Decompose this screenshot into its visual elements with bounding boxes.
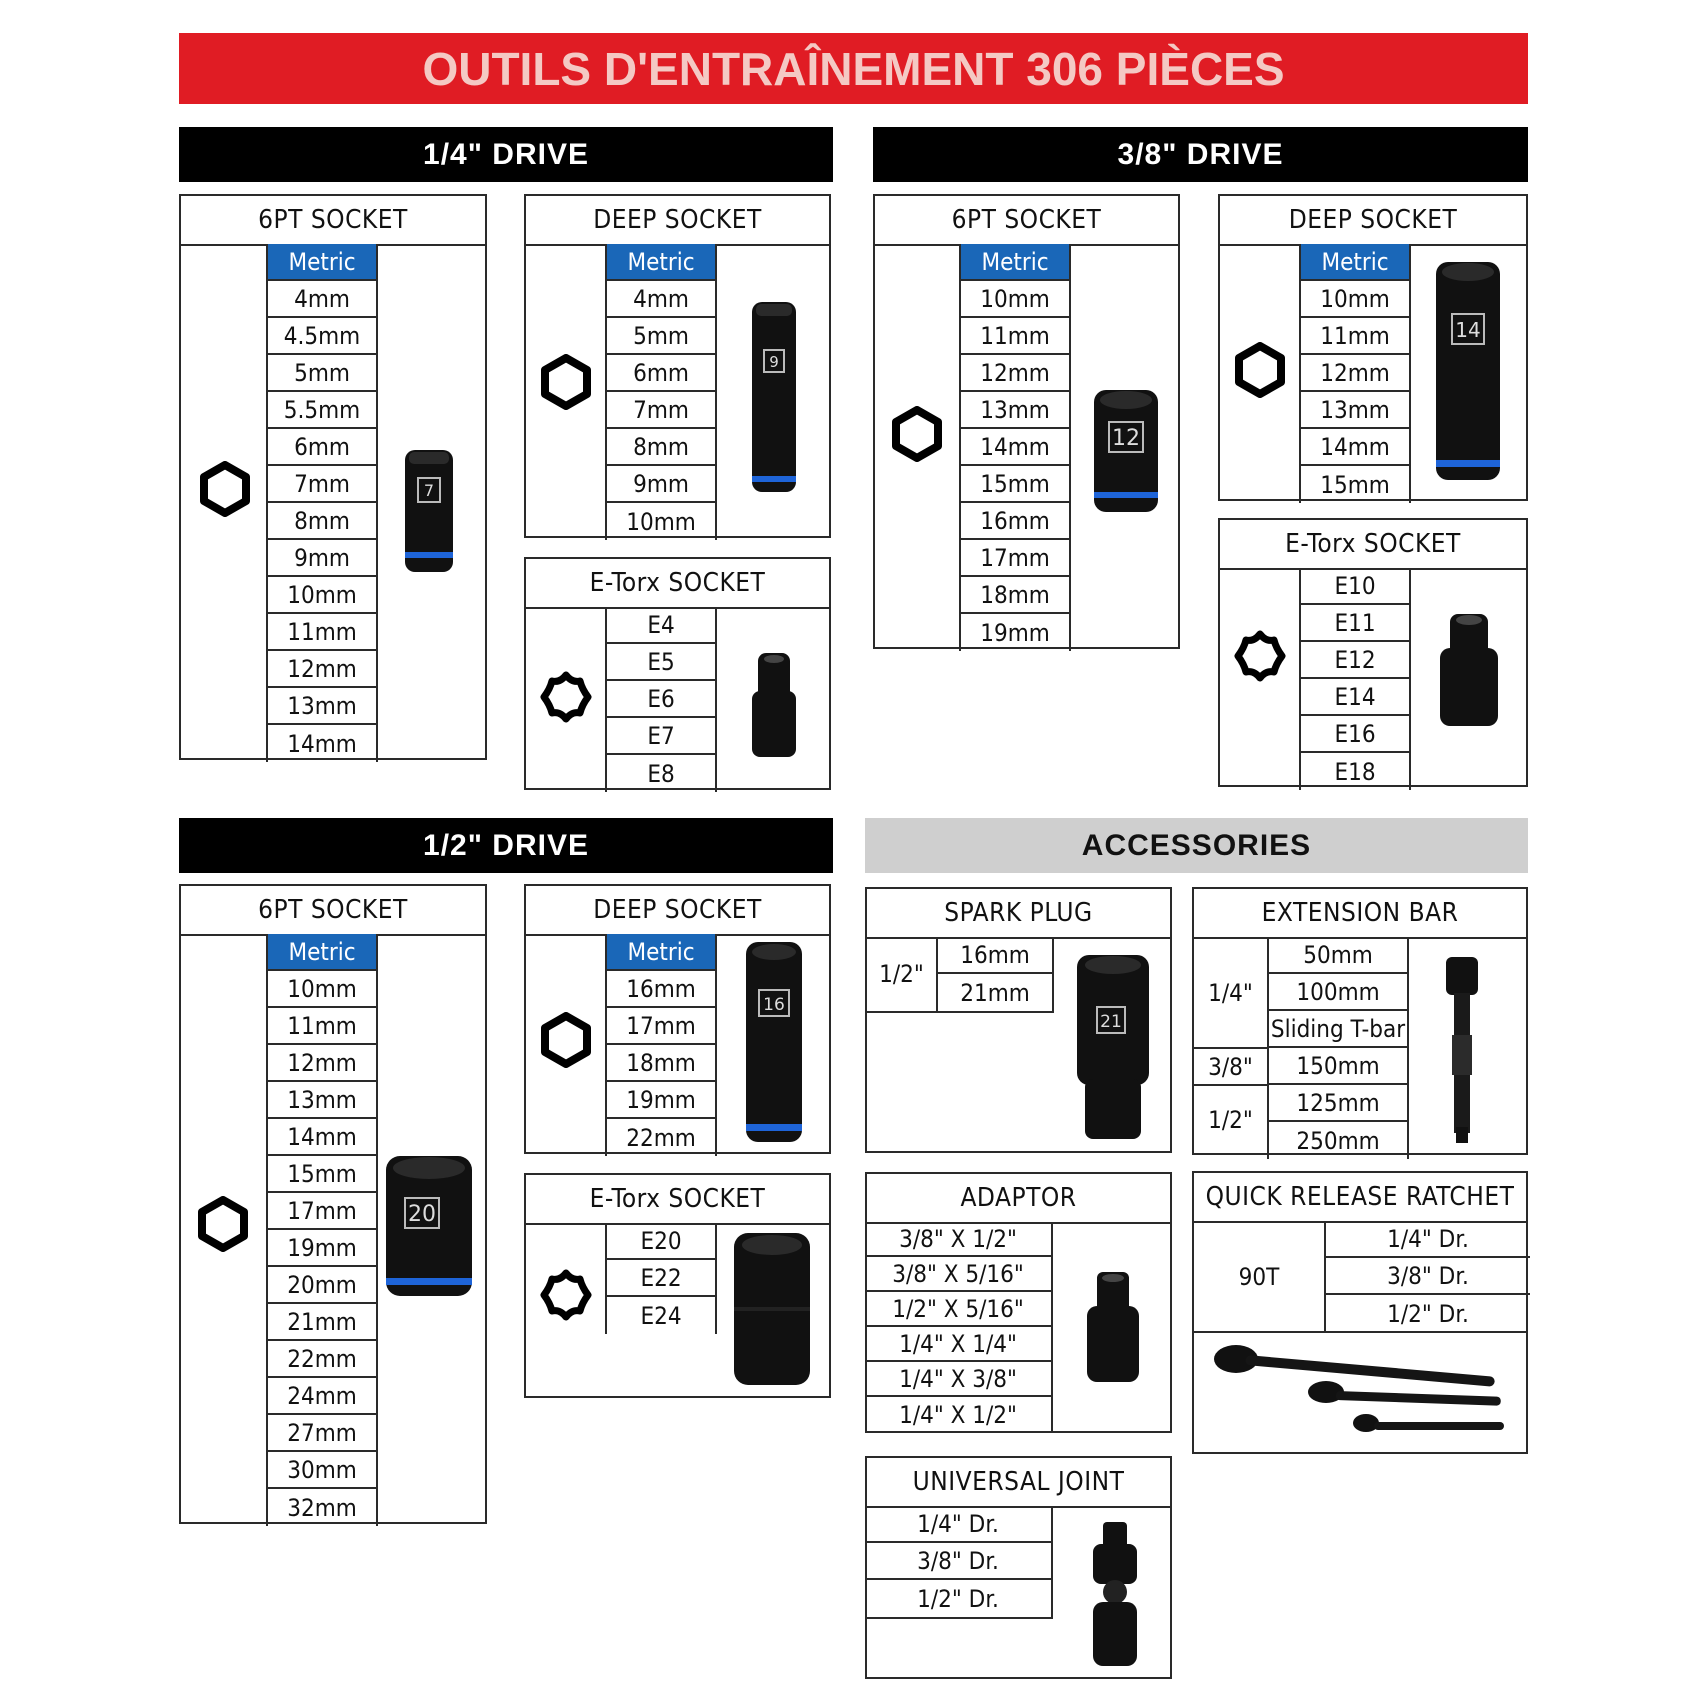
table-cell: 17mm xyxy=(961,540,1069,577)
table-cell: 10mm xyxy=(961,281,1069,318)
table-cell: 1/4" X 1/2" xyxy=(899,1400,1017,1429)
table-cell: 16mm xyxy=(938,937,1052,974)
item-table xyxy=(1324,1221,1530,1332)
table-cell: E24 xyxy=(640,1301,682,1330)
table-cell: 16mm xyxy=(607,971,715,1008)
spark-plug-panel xyxy=(865,887,1172,1153)
socket-size-label: 21 xyxy=(1100,1012,1122,1032)
table-cell: 1/4" X 1/4" xyxy=(865,1327,1051,1362)
panel-title: DEEP SOCKET xyxy=(526,196,829,246)
table-cell: 18mm xyxy=(607,1045,715,1082)
panel-title: 6PT SOCKET xyxy=(181,886,485,936)
metric-header: Metric xyxy=(1301,244,1409,281)
metric-header: Metric xyxy=(961,244,1069,281)
table-cell: 6mm xyxy=(268,429,376,466)
size-table xyxy=(959,244,1071,651)
table-cell: 100mm xyxy=(1269,974,1407,1011)
hexagon-icon xyxy=(538,354,594,410)
size-table xyxy=(266,934,378,1526)
panel-title: 6PT SOCKET xyxy=(875,196,1178,246)
deep-socket-image xyxy=(746,300,802,494)
hexagon-icon xyxy=(538,1012,594,1068)
table-cell: 14mm xyxy=(1301,429,1409,466)
panel-title: SPARK PLUG xyxy=(867,889,1170,939)
table-cell: 1/4" X 3/8" xyxy=(865,1362,1051,1397)
page-title: OUTILS D'ENTRAÎNEMENT 306 PIÈCES xyxy=(179,33,1528,104)
table-cell: 11mm xyxy=(268,614,376,651)
table-cell: 7mm xyxy=(607,392,715,429)
table-cell: 30mm xyxy=(268,1452,376,1489)
torx-star-icon xyxy=(538,1267,594,1323)
table-cell: 13mm xyxy=(961,392,1069,429)
ratchet-image xyxy=(1206,1339,1516,1447)
table-cell: 5.5mm xyxy=(268,392,376,429)
item-table xyxy=(865,1506,1053,1619)
table-cell: E12 xyxy=(1301,642,1409,679)
table-cell: 1/4" Dr. xyxy=(865,1506,1051,1543)
table-cell: 22mm xyxy=(626,1123,696,1152)
table-cell: 125mm xyxy=(1269,1085,1407,1122)
table-cell: 50mm xyxy=(1269,937,1407,974)
socket-size-label: 9 xyxy=(769,353,779,371)
half-six-pt-panel xyxy=(179,884,487,1524)
table-cell: 12mm xyxy=(961,355,1069,392)
table-cell: 1/2" Dr. xyxy=(1387,1299,1469,1328)
table-cell: 13mm xyxy=(268,688,376,725)
table-cell: 4.5mm xyxy=(268,318,376,355)
table-cell: 12mm xyxy=(1301,355,1409,392)
socket-image xyxy=(383,1154,475,1298)
socket-size-label: 20 xyxy=(408,1202,436,1227)
table-cell: 1/4" Dr. xyxy=(1326,1221,1530,1258)
table-cell: 17mm xyxy=(607,1008,715,1045)
item-table xyxy=(1267,937,1409,1159)
table-cell: 5mm xyxy=(268,355,376,392)
table-cell: 9mm xyxy=(607,466,715,503)
table-cell: 11mm xyxy=(961,318,1069,355)
quarter-etorx-panel xyxy=(524,557,831,790)
table-cell: 10mm xyxy=(268,577,376,614)
size-table xyxy=(936,937,1054,1013)
table-cell: 22mm xyxy=(268,1341,376,1378)
table-cell: 150mm xyxy=(1269,1048,1407,1085)
table-cell: E14 xyxy=(1301,679,1409,716)
torx-star-icon xyxy=(538,669,594,725)
table-cell: Sliding T-bar xyxy=(1269,1011,1407,1048)
table-cell: 20mm xyxy=(268,1267,376,1304)
table-cell: 1/2" X 5/16" xyxy=(865,1292,1051,1327)
table-cell: 21mm xyxy=(960,978,1030,1007)
hexagon-icon xyxy=(197,461,253,517)
three-eighths-deep-panel xyxy=(1218,194,1528,501)
table-cell: 15mm xyxy=(961,466,1069,503)
table-cell: 11mm xyxy=(1301,318,1409,355)
panel-title: ADAPTOR xyxy=(867,1174,1170,1224)
table-cell: 19mm xyxy=(268,1230,376,1267)
table-cell: 12mm xyxy=(268,1045,376,1082)
table-cell: 3/8" Dr. xyxy=(1326,1258,1530,1295)
size-table xyxy=(1299,244,1411,503)
panel-title: UNIVERSAL JOINT xyxy=(867,1458,1170,1508)
table-cell: E6 xyxy=(607,681,715,718)
adaptor-image xyxy=(1081,1270,1145,1386)
item-table xyxy=(865,1222,1053,1432)
table-cell: 250mm xyxy=(1296,1126,1380,1155)
panel-title: E-Torx SOCKET xyxy=(1220,520,1526,570)
table-cell: 19mm xyxy=(607,1082,715,1119)
drive-label: 1/2" xyxy=(1208,1106,1253,1134)
table-cell: 7mm xyxy=(268,466,376,503)
metric-header: Metric xyxy=(268,934,376,971)
table-cell: E8 xyxy=(647,759,675,788)
socket-image xyxy=(401,448,457,576)
panel-title: DEEP SOCKET xyxy=(1220,196,1526,246)
table-cell: 16mm xyxy=(961,503,1069,540)
metric-header: Metric xyxy=(268,244,376,281)
table-cell: 4mm xyxy=(268,281,376,318)
table-cell: 19mm xyxy=(980,618,1050,647)
hexagon-icon xyxy=(195,1196,251,1252)
table-cell: 10mm xyxy=(1301,281,1409,318)
socket-size-label: 7 xyxy=(423,481,435,500)
metric-header: Metric xyxy=(607,934,715,971)
table-cell: E20 xyxy=(607,1223,715,1260)
table-cell: 1/2" Dr. xyxy=(917,1584,999,1613)
socket-size-label: 16 xyxy=(763,995,785,1015)
table-cell: E18 xyxy=(1334,757,1376,786)
table-cell: 3/8" X 5/16" xyxy=(865,1257,1051,1292)
extension-bar-image xyxy=(1432,955,1492,1145)
table-cell: E7 xyxy=(607,718,715,755)
three-eighths-etorx-panel xyxy=(1218,518,1528,787)
three-eighths-six-pt-panel xyxy=(873,194,1180,649)
panel-title: EXTENSION BAR xyxy=(1194,889,1526,939)
section-half-drive: 1/2" DRIVE xyxy=(179,818,833,873)
teeth-label: 90T xyxy=(1238,1262,1280,1291)
panel-title: E-Torx SOCKET xyxy=(526,1175,829,1225)
socket-image xyxy=(1091,388,1161,516)
table-cell: 6mm xyxy=(607,355,715,392)
table-cell: 15mm xyxy=(268,1156,376,1193)
table-cell: 10mm xyxy=(626,507,696,536)
table-cell: E22 xyxy=(607,1260,715,1297)
universal-joint-panel xyxy=(865,1456,1172,1679)
table-cell: 24mm xyxy=(268,1378,376,1415)
hexagon-icon xyxy=(1232,342,1288,398)
spark-plug-socket-image xyxy=(1073,953,1153,1143)
table-cell: 4mm xyxy=(607,281,715,318)
section-three-eighths-drive: 3/8" DRIVE xyxy=(873,127,1528,182)
table-cell: E16 xyxy=(1301,716,1409,753)
size-table xyxy=(605,934,717,1156)
table-cell: E11 xyxy=(1301,605,1409,642)
table-cell: 14mm xyxy=(268,1119,376,1156)
panel-title: QUICK RELEASE RATCHET xyxy=(1194,1173,1526,1223)
table-cell: E4 xyxy=(607,607,715,644)
table-cell: 8mm xyxy=(607,429,715,466)
extension-bar-panel xyxy=(1192,887,1528,1155)
metric-header: Metric xyxy=(607,244,715,281)
table-cell: 13mm xyxy=(1301,392,1409,429)
section-quarter-drive: 1/4" DRIVE xyxy=(179,127,833,182)
table-cell: 14mm xyxy=(961,429,1069,466)
socket-image xyxy=(1436,612,1502,730)
size-table xyxy=(605,244,717,540)
table-cell: 10mm xyxy=(268,971,376,1008)
table-cell: E5 xyxy=(607,644,715,681)
half-etorx-panel xyxy=(524,1173,831,1398)
deep-socket-image xyxy=(742,940,806,1144)
table-cell: 32mm xyxy=(287,1493,357,1522)
drive-label: 1/2" xyxy=(879,960,924,988)
table-cell: 15mm xyxy=(1320,470,1390,499)
table-cell: 21mm xyxy=(268,1304,376,1341)
table-cell: 27mm xyxy=(268,1415,376,1452)
table-cell: 5mm xyxy=(607,318,715,355)
table-cell: 9mm xyxy=(268,540,376,577)
hexagon-icon xyxy=(889,406,945,462)
table-cell: 17mm xyxy=(268,1193,376,1230)
universal-joint-image xyxy=(1083,1520,1147,1670)
ratchet-panel xyxy=(1192,1171,1528,1454)
table-cell: 3/8" X 1/2" xyxy=(865,1222,1051,1257)
table-cell: 18mm xyxy=(961,577,1069,614)
table-cell: 13mm xyxy=(268,1082,376,1119)
panel-title: DEEP SOCKET xyxy=(526,886,829,936)
table-cell: 12mm xyxy=(268,651,376,688)
size-table xyxy=(605,1223,717,1334)
table-cell: 3/8" Dr. xyxy=(865,1543,1051,1580)
socket-image xyxy=(730,1231,814,1387)
table-cell: E10 xyxy=(1301,568,1409,605)
drive-label: 1/4" xyxy=(1208,978,1253,1007)
table-cell: 8mm xyxy=(268,503,376,540)
quarter-six-pt-panel xyxy=(179,194,487,760)
size-table xyxy=(266,244,378,762)
panel-title: 6PT SOCKET xyxy=(181,196,485,246)
torx-star-icon xyxy=(1232,628,1288,684)
quarter-deep-panel xyxy=(524,194,831,538)
section-accessories: ACCESSORIES xyxy=(865,818,1528,873)
drive-label: 3/8" xyxy=(1208,1052,1253,1081)
socket-image xyxy=(748,651,800,761)
adaptor-panel xyxy=(865,1172,1172,1433)
socket-size-label: 12 xyxy=(1112,426,1140,451)
table-cell: 11mm xyxy=(268,1008,376,1045)
size-table xyxy=(1299,568,1411,790)
size-table xyxy=(605,607,717,792)
panel-title: E-Torx SOCKET xyxy=(526,559,829,609)
deep-socket-image xyxy=(1430,260,1506,482)
table-cell: 14mm xyxy=(287,729,357,758)
socket-size-label: 14 xyxy=(1455,318,1481,342)
half-deep-panel xyxy=(524,884,831,1154)
